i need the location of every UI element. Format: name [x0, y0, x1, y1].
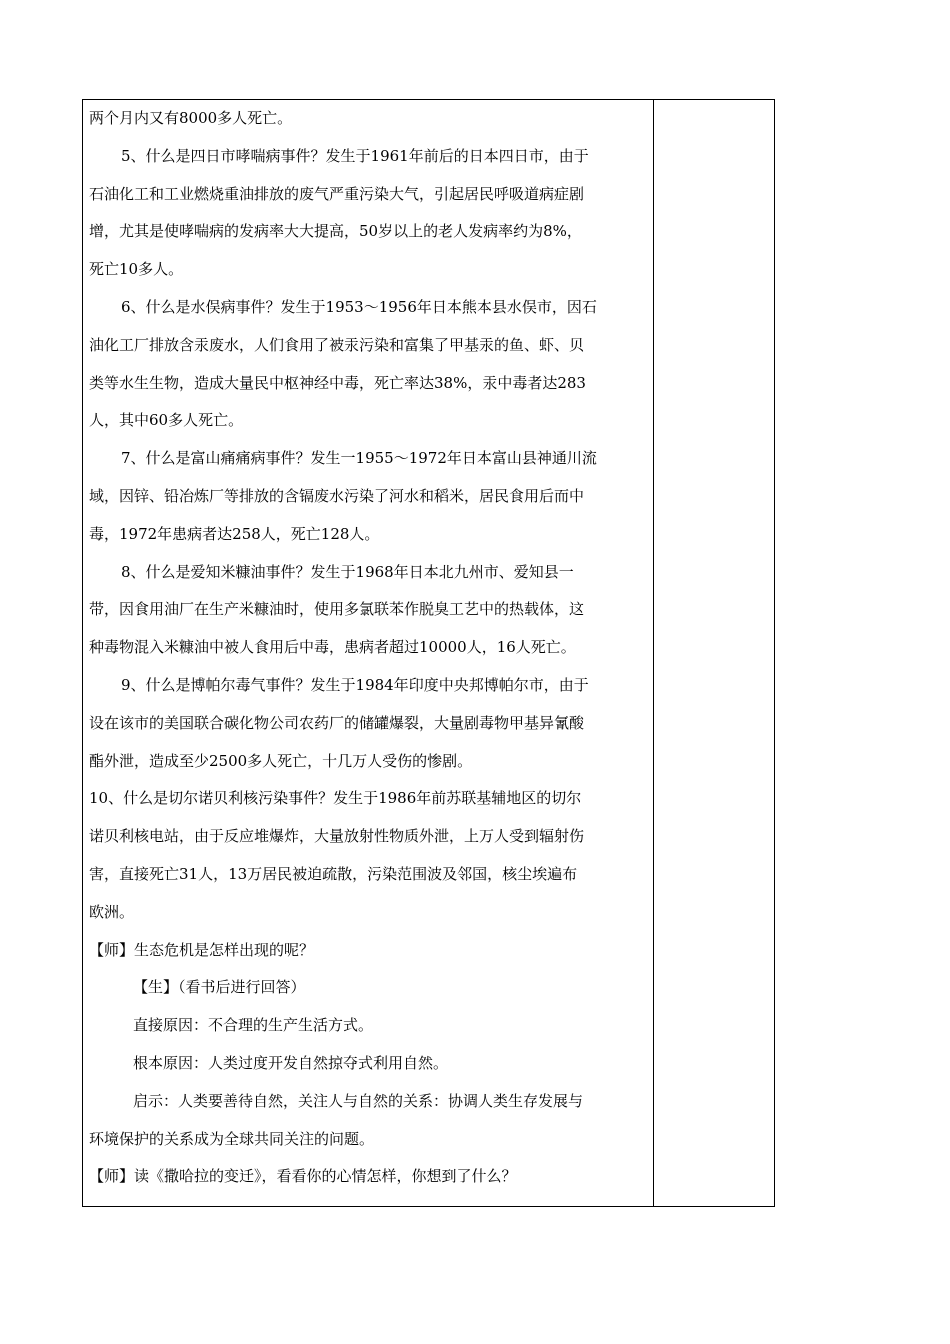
text-line: 害，直接死亡31人，13万居民被迫疏散，污染范围波及邻国，核尘埃遍布 [89, 864, 578, 883]
text-line: 10、什么是切尔诺贝利核污染事件？发生于1986年前苏联基辅地区的切尔 [89, 789, 582, 808]
text-line: 9、什么是博帕尔毒气事件？发生于1984年印度中央邦博帕尔市，由于 [121, 675, 589, 694]
text-line: 死亡10多人。 [89, 260, 184, 279]
text-line: 7、什么是富山痛痛病事件？发生一1955～1972年日本富山县神通川流 [121, 449, 597, 468]
text-line: 【师】生态危机是怎样出现的呢？ [89, 940, 315, 959]
notes-cell [654, 100, 774, 1206]
text-line: 6、什么是水俣病事件？发生于1953～1956年日本熊本县水俣市，因石 [121, 297, 597, 316]
text-line: 石油化工和工业燃烧重油排放的废气严重污染大气，引起居民呼吸道病症剧 [89, 184, 585, 203]
text-line: 启示：人类要善待自然，关注人与自然的关系：协调人类生存发展与 [133, 1091, 584, 1110]
text-line: 环境保护的关系成为全球共同关注的问题。 [89, 1129, 375, 1148]
text-line: 两个月内又有8000多人死亡。 [89, 109, 293, 127]
text-line: 5、什么是四日市哮喘病事件？发生于1961年前后的日本四日市，由于 [121, 146, 589, 165]
text-line: 油化工厂排放含汞废水，人们食用了被汞污染和富集了甲基汞的鱼、虾、贝 [89, 335, 585, 354]
text-line: 类等水生生物，造成大量民中枢神经中毒，死亡率达38%，汞中毒者达283 [89, 373, 586, 392]
text-line: 带，因食用油厂在生产米糠油时，使用多氯联苯作脱臭工艺中的热载体，这 [89, 600, 585, 619]
text-line: 直接原因：不合理的生产生活方式。 [133, 1016, 374, 1035]
text-line: 【生】（看书后进行回答） [133, 978, 306, 997]
text-line: 酯外泄，造成至少2500多人死亡，十几万人受伤的惨剧。 [89, 751, 473, 770]
text-line: 【师】读《撒哈拉的变迁》，看看你的心情怎样，你想到了什么？ [89, 1167, 517, 1186]
text-line: 域，因锌、铅冶炼厂等排放的含镉废水污染了河水和稻米，居民食用后而中 [89, 486, 585, 505]
content-cell [83, 100, 653, 1206]
text-line: 设在该市的美国联合碳化物公司农药厂的储罐爆裂，大量剧毒物甲基异氰酸 [89, 713, 585, 732]
text-line: 欧洲。 [89, 902, 135, 921]
text-line: 种毒物混入米糠油中被人食用后中毒，患病者超过10000人，16人死亡。 [89, 638, 576, 657]
text-line: 人，其中60多人死亡。 [89, 411, 244, 430]
text-line: 8、什么是爱知米糠油事件？发生于1968年日本北九州市、爱知县一 [121, 562, 574, 581]
text-line: 毒，1972年患病者达258人，死亡128人。 [89, 524, 380, 543]
text-line: 诺贝利核电站，由于反应堆爆炸，大量放射性物质外泄，上万人受到辐射伤 [89, 827, 585, 846]
document-table [82, 99, 775, 1207]
text-line: 根本原因：人类过度开发自然掠夺式利用自然。 [133, 1053, 449, 1072]
text-line: 增，尤其是使哮喘病的发病率大大提高，50岁以上的老人发病率约为8%， [89, 222, 582, 241]
